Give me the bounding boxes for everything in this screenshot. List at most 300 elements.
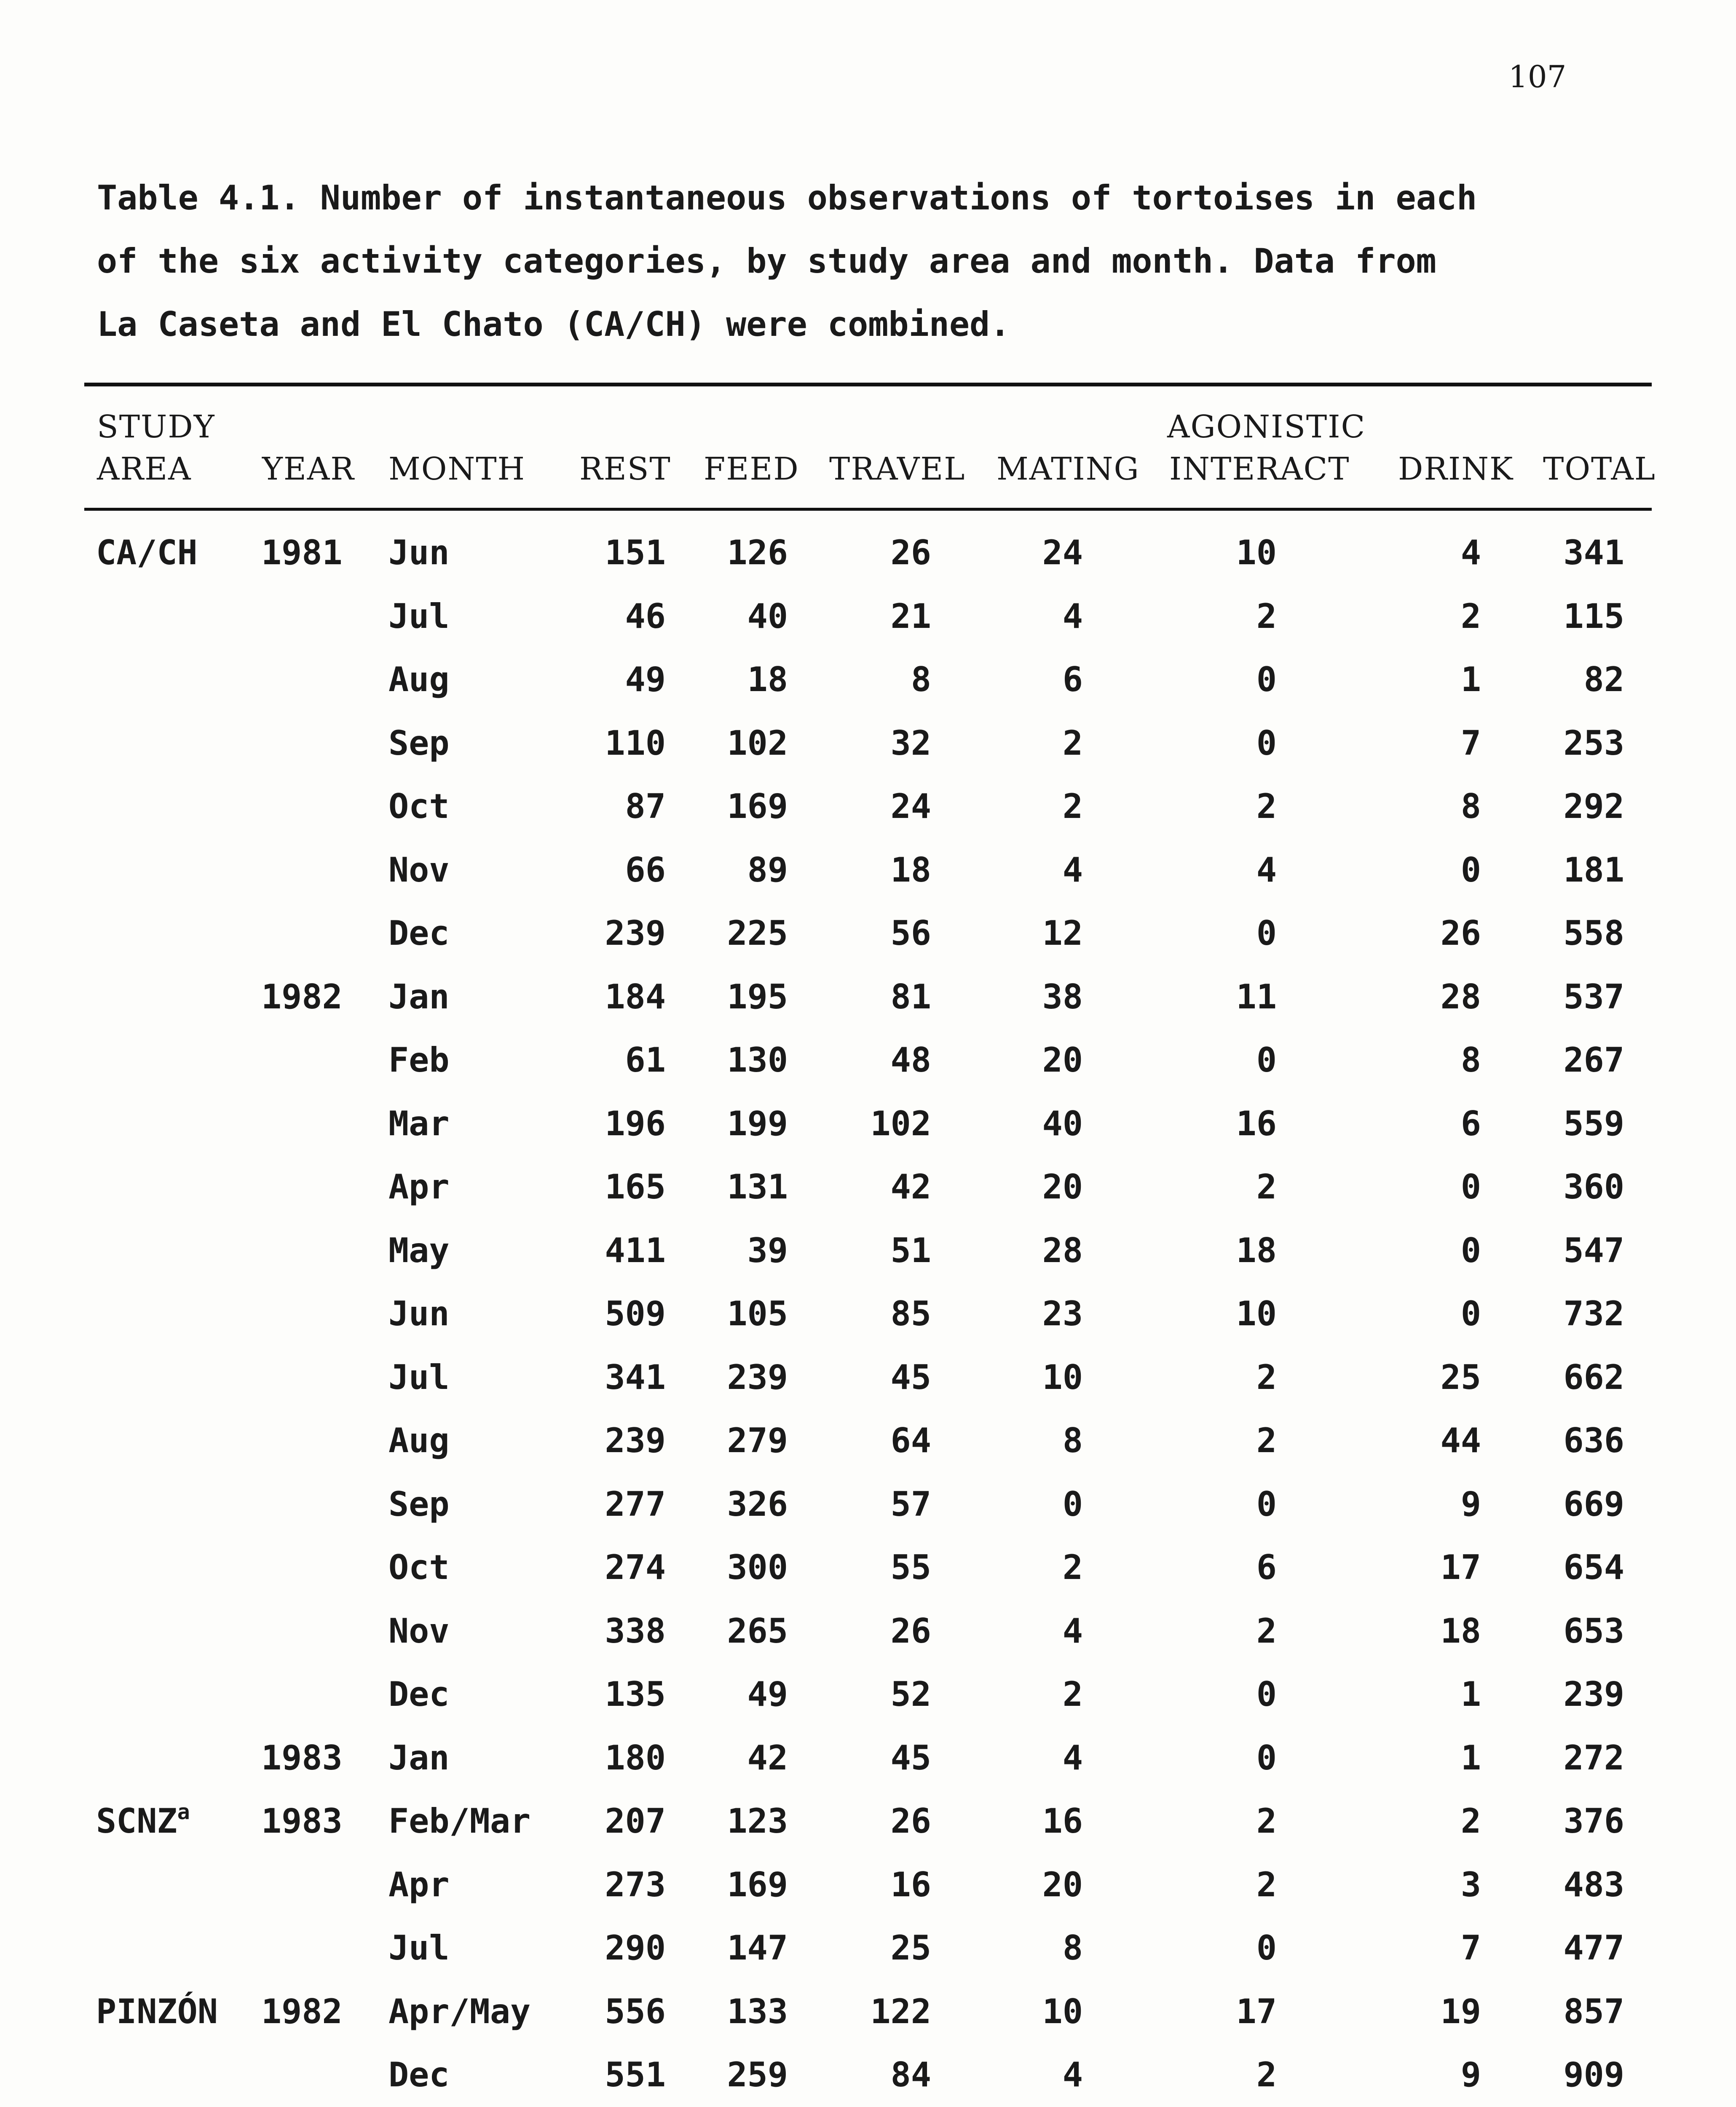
cell-month-value: Jan	[388, 977, 450, 1016]
cell-feed-value: 40	[747, 596, 788, 636]
cell-feed-value: 199	[727, 1104, 788, 1143]
cell-total-value: 732	[1563, 1294, 1624, 1333]
cell-month	[388, 1611, 450, 1651]
cell-mating-value: 24	[1042, 533, 1083, 572]
cell-rest-value: 290	[605, 1928, 666, 1968]
cell-mating-value: 10	[1042, 1992, 1083, 2031]
cell-agonistic-value: 6	[1256, 1548, 1277, 1587]
table-row	[0, 660, 1736, 724]
cell-drink	[1405, 533, 1481, 572]
header-travel: TRAVEL	[829, 451, 966, 487]
cell-travel-value: 84	[890, 2055, 931, 2094]
cell-travel-value: 21	[890, 596, 931, 636]
cell-feed	[712, 1801, 788, 1841]
cell-total	[1548, 1485, 1624, 1524]
cell-month	[388, 660, 450, 699]
header-total: TOTAL	[1543, 451, 1656, 487]
header-mating: MATING	[997, 451, 1140, 487]
cell-total-value: 82	[1583, 660, 1624, 699]
cell-mating-value: 40	[1042, 1104, 1083, 1143]
cell-drink-value: 0	[1460, 1230, 1481, 1270]
cell-total-value: 857	[1563, 1992, 1624, 2031]
cell-feed-value: 169	[727, 1865, 788, 1904]
cell-agonistic-value: 16	[1236, 1104, 1277, 1143]
cell-feed-value: 225	[727, 914, 788, 953]
cell-travel	[855, 977, 931, 1016]
cell-month	[388, 1167, 450, 1206]
cell-travel	[855, 850, 931, 890]
cell-agonistic	[1201, 1675, 1277, 1714]
cell-month	[388, 1928, 450, 1968]
cell-travel	[855, 660, 931, 699]
cell-drink	[1405, 1167, 1481, 1206]
cell-agonistic	[1201, 724, 1277, 763]
cell-rest-value: 46	[625, 596, 666, 636]
cell-travel-value: 52	[890, 1675, 931, 1714]
cell-total-value: 341	[1563, 533, 1624, 572]
cell-rest-value: 207	[605, 1801, 666, 1841]
cell-year	[261, 977, 343, 1016]
cell-mating-value: 20	[1042, 1865, 1083, 1904]
table-row	[0, 1421, 1736, 1485]
cell-agonistic	[1201, 1928, 1277, 1968]
table-row	[0, 1040, 1736, 1104]
cell-rest-value: 184	[605, 977, 666, 1016]
cell-drink	[1405, 597, 1481, 636]
cell-travel	[855, 1865, 931, 1904]
cell-month	[388, 1675, 450, 1714]
caption-line: Table 4.1. Number of instantaneous observations of tortoises in each	[97, 178, 1477, 217]
cell-agonistic	[1201, 660, 1277, 699]
cell-rest	[590, 1040, 666, 1080]
cell-rest	[590, 1294, 666, 1333]
cell-rest	[590, 1231, 666, 1270]
cell-mating	[1007, 1738, 1083, 1777]
cell-drink	[1405, 1231, 1481, 1270]
cell-rest	[590, 977, 666, 1016]
cell-rest-value: 277	[605, 1484, 666, 1524]
cell-study-area	[96, 1992, 218, 2031]
cell-month-value: Mar	[388, 1104, 450, 1143]
cell-total	[1548, 1611, 1624, 1651]
cell-mating	[1007, 1421, 1083, 1460]
cell-month-value: Sep	[388, 723, 450, 763]
cell-rest-value: 66	[625, 850, 666, 890]
cell-drink	[1405, 724, 1481, 763]
cell-travel-value: 57	[890, 1484, 931, 1524]
cell-agonistic	[1201, 1548, 1277, 1587]
cell-agonistic-value: 2	[1256, 1801, 1277, 1841]
table-row	[0, 1675, 1736, 1738]
cell-travel-value: 18	[890, 850, 931, 890]
cell-travel	[855, 1040, 931, 1080]
cell-mating	[1007, 597, 1083, 636]
header-agonistic: AGONISTIC	[1167, 409, 1366, 445]
cell-mating	[1007, 1865, 1083, 1904]
cell-travel	[855, 2055, 931, 2094]
table-body	[0, 533, 1736, 2107]
header-year: YEAR	[262, 451, 355, 487]
cell-agonistic	[1201, 977, 1277, 1016]
cell-drink-value: 4	[1460, 533, 1481, 572]
cell-rest	[590, 1675, 666, 1714]
cell-month	[388, 1358, 450, 1397]
cell-total	[1548, 660, 1624, 699]
cell-month-value: Dec	[388, 2055, 450, 2094]
page-number: 107	[1508, 59, 1567, 94]
cell-total	[1548, 1167, 1624, 1206]
cell-travel-value: 8	[911, 660, 931, 699]
cell-feed	[712, 1675, 788, 1714]
cell-mating-value: 0	[1062, 1484, 1083, 1524]
cell-agonistic	[1201, 1167, 1277, 1206]
cell-mating	[1007, 1231, 1083, 1270]
cell-agonistic	[1201, 850, 1277, 890]
cell-feed-value: 105	[727, 1294, 788, 1333]
cell-total-value: 181	[1563, 850, 1624, 890]
cell-mating-value: 16	[1042, 1801, 1083, 1841]
cell-total	[1548, 914, 1624, 953]
cell-mating	[1007, 1611, 1083, 1651]
cell-rest-value: 135	[605, 1675, 666, 1714]
cell-month-value: Jul	[388, 1357, 450, 1397]
cell-rest	[590, 914, 666, 953]
cell-total	[1548, 1040, 1624, 1080]
cell-total-value: 547	[1563, 1230, 1624, 1270]
cell-travel	[855, 533, 931, 572]
cell-rest-value: 273	[605, 1865, 666, 1904]
cell-rest	[590, 1611, 666, 1651]
cell-month	[388, 1040, 450, 1080]
table-row	[0, 1801, 1736, 1865]
cell-month-value: Sep	[388, 1484, 450, 1524]
cell-total	[1548, 1675, 1624, 1714]
cell-feed	[712, 2055, 788, 2094]
cell-mating-value: 23	[1042, 1294, 1083, 1333]
cell-rest-value: 274	[605, 1548, 666, 1587]
cell-rest	[590, 1738, 666, 1777]
cell-agonistic-value: 0	[1256, 1738, 1277, 1777]
caption-line: La Caseta and El Chato (CA/CH) were combined.	[97, 305, 1010, 344]
cell-feed	[712, 1865, 788, 1904]
cell-month-value: Jan	[388, 1738, 450, 1777]
cell-travel-value: 25	[890, 1928, 931, 1968]
cell-drink	[1405, 850, 1481, 890]
cell-rest	[590, 1485, 666, 1524]
cell-drink-value: 1	[1460, 1738, 1481, 1777]
cell-travel-value: 45	[890, 1357, 931, 1397]
cell-travel-value: 26	[890, 533, 931, 572]
cell-month-value: Dec	[388, 1675, 450, 1714]
cell-feed	[712, 1231, 788, 1270]
table-row	[0, 1548, 1736, 1611]
cell-agonistic-value: 0	[1256, 1040, 1277, 1080]
cell-mating	[1007, 2055, 1083, 2094]
cell-agonistic-value: 2	[1256, 596, 1277, 636]
cell-total	[1548, 1992, 1624, 2031]
cell-agonistic	[1201, 1231, 1277, 1270]
cell-mating-value: 20	[1042, 1167, 1083, 1206]
cell-study-area-value: SCNZ	[96, 1801, 177, 1841]
cell-mating	[1007, 724, 1083, 763]
cell-agonistic-value: 10	[1236, 533, 1277, 572]
cell-month	[388, 787, 450, 826]
cell-travel-value: 64	[890, 1421, 931, 1460]
cell-drink-value: 18	[1440, 1611, 1481, 1651]
cell-total-value: 376	[1563, 1801, 1624, 1841]
cell-rest-value: 49	[625, 660, 666, 699]
cell-feed	[712, 1928, 788, 1968]
cell-rest	[590, 1167, 666, 1206]
cell-travel-value: 51	[890, 1230, 931, 1270]
cell-agonistic-value: 2	[1256, 1865, 1277, 1904]
cell-drink	[1405, 2055, 1481, 2094]
cell-month-value: Jul	[388, 1928, 450, 1968]
cell-travel	[855, 1485, 931, 1524]
cell-total-value: 239	[1563, 1675, 1624, 1714]
cell-rest-value: 556	[605, 1992, 666, 2031]
cell-study-area	[96, 533, 198, 572]
table-row	[0, 1865, 1736, 1929]
cell-travel	[855, 1992, 931, 2031]
cell-drink-value: 7	[1460, 723, 1481, 763]
cell-total	[1548, 1358, 1624, 1397]
cell-rest	[590, 724, 666, 763]
cell-agonistic-value: 0	[1256, 723, 1277, 763]
cell-agonistic	[1201, 1104, 1277, 1143]
cell-drink-value: 44	[1440, 1421, 1481, 1460]
cell-drink	[1405, 1675, 1481, 1714]
cell-mating	[1007, 1485, 1083, 1524]
cell-mating	[1007, 1928, 1083, 1968]
cell-year-value: 1983	[261, 1801, 343, 1841]
cell-feed	[712, 724, 788, 763]
table-row	[0, 1928, 1736, 1992]
cell-month	[388, 1801, 530, 1841]
cell-month	[388, 977, 450, 1016]
cell-drink-value: 9	[1460, 1484, 1481, 1524]
cell-feed-value: 169	[727, 787, 788, 826]
cell-rest-value: 239	[605, 1421, 666, 1460]
cell-rest-value: 110	[605, 723, 666, 763]
cell-rest-value: 180	[605, 1738, 666, 1777]
cell-agonistic	[1201, 787, 1277, 826]
cell-agonistic	[1201, 1801, 1277, 1841]
cell-agonistic-value: 2	[1256, 1167, 1277, 1206]
cell-study-area-value: CA/CH	[96, 533, 198, 572]
cell-rest-value: 509	[605, 1294, 666, 1333]
cell-mating	[1007, 1992, 1083, 2031]
cell-feed	[712, 1738, 788, 1777]
cell-mating	[1007, 660, 1083, 699]
cell-rest-value: 411	[605, 1230, 666, 1270]
cell-feed-value: 18	[747, 660, 788, 699]
cell-year-value: 1983	[261, 1738, 343, 1777]
cell-total	[1548, 1294, 1624, 1333]
cell-agonistic-value: 0	[1256, 1675, 1277, 1714]
cell-agonistic-value: 17	[1236, 1992, 1277, 2031]
cell-total-value: 292	[1563, 787, 1624, 826]
cell-month-value: Oct	[388, 1548, 450, 1587]
cell-agonistic-value: 0	[1256, 1484, 1277, 1524]
cell-month-value: Apr	[388, 1865, 450, 1904]
cell-travel-value: 55	[890, 1548, 931, 1587]
cell-travel-value: 122	[870, 1992, 931, 2031]
cell-mating	[1007, 533, 1083, 572]
cell-feed-value: 49	[747, 1675, 788, 1714]
cell-total	[1548, 1421, 1624, 1460]
cell-rest	[590, 1865, 666, 1904]
cell-travel-value: 42	[890, 1167, 931, 1206]
cell-drink-value: 19	[1440, 1992, 1481, 2031]
footnote-marker: a	[177, 1800, 190, 1824]
cell-total-value: 654	[1563, 1548, 1624, 1587]
cell-agonistic	[1201, 1738, 1277, 1777]
cell-agonistic	[1201, 1358, 1277, 1397]
cell-drink	[1405, 1801, 1481, 1841]
table-row	[0, 1231, 1736, 1295]
cell-mating-value: 6	[1062, 660, 1083, 699]
cell-rest	[590, 1421, 666, 1460]
cell-mating-value: 8	[1062, 1421, 1083, 1460]
cell-feed	[712, 1358, 788, 1397]
cell-month-value: Aug	[388, 660, 450, 699]
cell-rest	[590, 1104, 666, 1143]
cell-total	[1548, 1104, 1624, 1143]
cell-travel-value: 45	[890, 1738, 931, 1777]
cell-agonistic	[1201, 2055, 1277, 2094]
cell-agonistic	[1201, 1040, 1277, 1080]
cell-travel	[855, 1675, 931, 1714]
cell-feed	[712, 1421, 788, 1460]
cell-mating-value: 4	[1062, 850, 1083, 890]
cell-travel	[855, 1548, 931, 1587]
cell-total-value: 669	[1563, 1484, 1624, 1524]
table-row	[0, 914, 1736, 977]
cell-rest	[590, 850, 666, 890]
cell-mating	[1007, 914, 1083, 953]
table-row	[0, 1738, 1736, 1802]
cell-agonistic-value: 0	[1256, 914, 1277, 953]
cell-travel	[855, 1104, 931, 1143]
cell-year	[261, 1801, 343, 1841]
cell-feed-value: 300	[727, 1548, 788, 1587]
cell-month	[388, 850, 450, 890]
cell-drink	[1405, 1992, 1481, 2031]
cell-total-value: 537	[1563, 977, 1624, 1016]
table-top-rule	[84, 383, 1652, 386]
cell-mating	[1007, 977, 1083, 1016]
table-row	[0, 787, 1736, 850]
cell-drink	[1405, 1421, 1481, 1460]
cell-feed-value: 39	[747, 1230, 788, 1270]
cell-travel	[855, 724, 931, 763]
cell-total	[1548, 787, 1624, 826]
cell-month	[388, 1485, 450, 1524]
cell-travel	[855, 1231, 931, 1270]
cell-total	[1548, 597, 1624, 636]
cell-mating	[1007, 1104, 1083, 1143]
cell-drink	[1405, 1294, 1481, 1333]
header-rest: REST	[579, 451, 671, 487]
cell-month	[388, 1992, 530, 2031]
cell-drink-value: 0	[1460, 850, 1481, 890]
cell-rest	[590, 597, 666, 636]
cell-study-area-value: PINZÓN	[96, 1992, 218, 2031]
cell-feed	[712, 1040, 788, 1080]
cell-feed	[712, 1992, 788, 2031]
cell-rest	[590, 1992, 666, 2031]
cell-drink	[1405, 1611, 1481, 1651]
cell-year	[261, 1992, 343, 2031]
cell-travel	[855, 1611, 931, 1651]
cell-feed	[712, 597, 788, 636]
table-row	[0, 597, 1736, 660]
cell-rest	[590, 1358, 666, 1397]
cell-mating-value: 4	[1062, 2055, 1083, 2094]
cell-drink	[1405, 1104, 1481, 1143]
table-row	[0, 1992, 1736, 2056]
cell-mating	[1007, 787, 1083, 826]
cell-drink-value: 1	[1460, 1675, 1481, 1714]
cell-rest-value: 151	[605, 533, 666, 572]
cell-travel-value: 102	[870, 1104, 931, 1143]
cell-feed-value: 147	[727, 1928, 788, 1968]
cell-feed-value: 195	[727, 977, 788, 1016]
cell-drink-value: 28	[1440, 977, 1481, 1016]
cell-drink-value: 0	[1460, 1167, 1481, 1206]
cell-travel	[855, 1738, 931, 1777]
cell-agonistic	[1201, 914, 1277, 953]
cell-agonistic-value: 2	[1256, 787, 1277, 826]
cell-total-value: 909	[1563, 2055, 1624, 2094]
cell-total-value: 267	[1563, 1040, 1624, 1080]
cell-feed	[712, 1548, 788, 1587]
cell-total-value: 559	[1563, 1104, 1624, 1143]
cell-total-value: 477	[1563, 1928, 1624, 1968]
cell-travel-value: 48	[890, 1040, 931, 1080]
cell-rest-value: 87	[625, 787, 666, 826]
cell-travel-value: 24	[890, 787, 931, 826]
cell-feed	[712, 1104, 788, 1143]
cell-rest-value: 239	[605, 914, 666, 953]
cell-drink-value: 6	[1460, 1104, 1481, 1143]
cell-month	[388, 1294, 450, 1333]
cell-drink	[1405, 787, 1481, 826]
cell-rest	[590, 533, 666, 572]
cell-total	[1548, 1231, 1624, 1270]
cell-mating	[1007, 1801, 1083, 1841]
cell-drink-value: 17	[1440, 1548, 1481, 1587]
cell-month	[388, 1865, 450, 1904]
cell-feed-value: 130	[727, 1040, 788, 1080]
table-row	[0, 724, 1736, 787]
cell-drink-value: 2	[1460, 1801, 1481, 1841]
cell-feed-value: 102	[727, 723, 788, 763]
cell-month	[388, 1104, 450, 1143]
cell-drink	[1405, 914, 1481, 953]
cell-rest-value: 551	[605, 2055, 666, 2094]
cell-agonistic	[1201, 1992, 1277, 2031]
cell-feed	[712, 1611, 788, 1651]
cell-month-value: Aug	[388, 1421, 450, 1460]
header-drink: DRINK	[1398, 451, 1514, 487]
cell-total-value: 653	[1563, 1611, 1624, 1651]
cell-month-value: Feb	[388, 1040, 450, 1080]
cell-agonistic-value: 0	[1256, 660, 1277, 699]
cell-agonistic-value: 0	[1256, 1928, 1277, 1968]
cell-drink	[1405, 1865, 1481, 1904]
